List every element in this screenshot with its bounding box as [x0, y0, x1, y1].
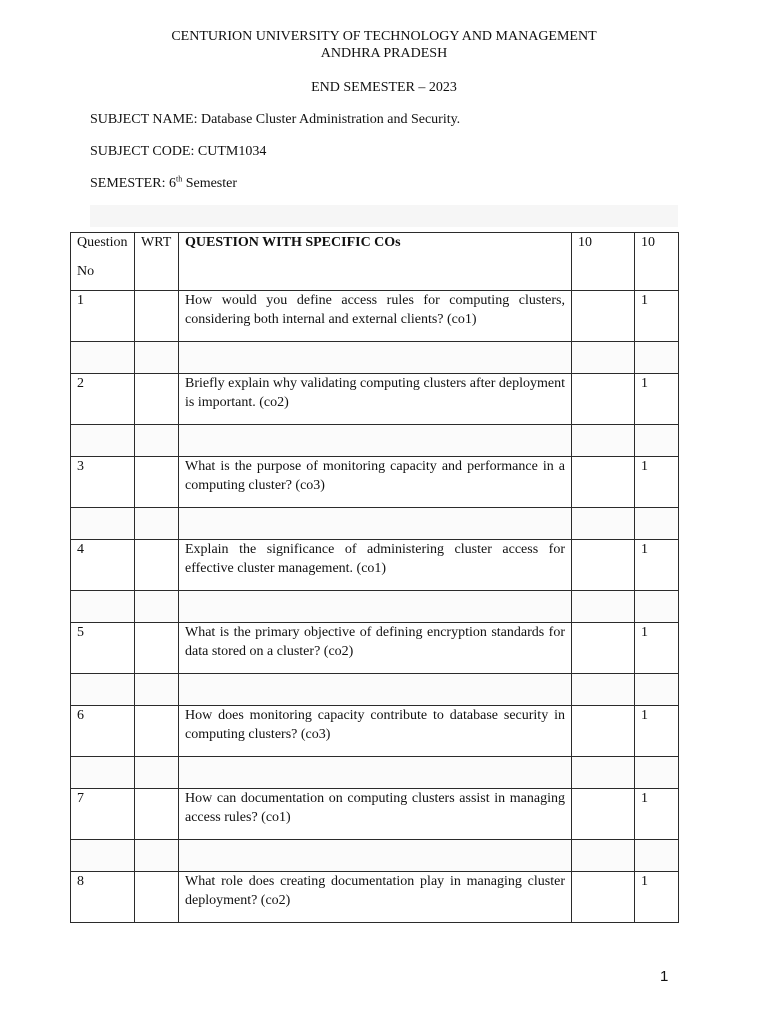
question-row	[71, 789, 679, 840]
blank-row	[71, 674, 679, 706]
wrt-cell	[135, 457, 179, 508]
blank-cell	[135, 674, 179, 706]
blank-cell	[71, 508, 135, 540]
blank-cell	[135, 840, 179, 872]
col4-cell	[572, 291, 635, 342]
blank-cell	[635, 342, 679, 374]
header-question: QUESTION WITH SPECIFIC COs	[179, 233, 572, 291]
blank-cell	[635, 840, 679, 872]
blank-row	[71, 425, 679, 457]
table-header-row	[71, 233, 679, 291]
question-table	[70, 232, 679, 923]
question-text: How does monitoring capacity contribute to database security in computing clusters? (co3)	[179, 706, 572, 757]
wrt-cell	[135, 872, 179, 923]
blank-cell	[179, 591, 572, 623]
question-marks: 1	[635, 872, 679, 923]
question-marks: 1	[635, 789, 679, 840]
blank-cell	[635, 508, 679, 540]
blank-cell	[572, 591, 635, 623]
col4-cell	[572, 540, 635, 591]
question-marks: 1	[635, 706, 679, 757]
wrt-cell	[135, 789, 179, 840]
blank-row	[71, 840, 679, 872]
question-number: 8	[71, 872, 135, 923]
blank-cell	[572, 342, 635, 374]
question-row	[71, 291, 679, 342]
blank-cell	[135, 342, 179, 374]
question-row	[71, 623, 679, 674]
wrt-cell	[135, 623, 179, 674]
question-marks: 1	[635, 540, 679, 591]
blank-cell	[635, 591, 679, 623]
blank-row	[71, 757, 679, 789]
semester-prefix: SEMESTER: 6	[90, 176, 176, 191]
semester-suffix: Semester	[182, 176, 238, 191]
question-number: 4	[71, 540, 135, 591]
subject-name: SUBJECT NAME: Database Cluster Administration and Security.	[90, 112, 461, 127]
blank-cell	[135, 508, 179, 540]
col4-cell	[572, 457, 635, 508]
blank-cell	[71, 342, 135, 374]
blank-cell	[572, 674, 635, 706]
exam-title: END SEMESTER – 2023	[311, 80, 457, 95]
col4-cell	[572, 706, 635, 757]
wrt-cell	[135, 706, 179, 757]
header-col5: 10	[635, 233, 679, 291]
header-question-no	[71, 233, 135, 291]
question-number: 1	[71, 291, 135, 342]
semester-line	[90, 176, 237, 192]
header-col4: 10	[572, 233, 635, 291]
blank-cell	[635, 674, 679, 706]
question-row	[71, 706, 679, 757]
question-text: How would you define access rules for computing clusters, considering both internal and external clients? (co1)	[179, 291, 572, 342]
question-row	[71, 540, 679, 591]
blank-cell	[179, 425, 572, 457]
blank-cell	[71, 757, 135, 789]
question-row	[71, 457, 679, 508]
blank-cell	[179, 840, 572, 872]
blank-cell	[135, 757, 179, 789]
blank-cell	[572, 757, 635, 789]
blank-cell	[179, 508, 572, 540]
col4-cell	[572, 374, 635, 425]
question-marks: 1	[635, 623, 679, 674]
question-number: 7	[71, 789, 135, 840]
blank-cell	[572, 508, 635, 540]
question-number: 2	[71, 374, 135, 425]
wrt-cell	[135, 540, 179, 591]
question-text: What is the purpose of monitoring capacity and performance in a computing cluster? (co3)	[179, 457, 572, 508]
question-number: 3	[71, 457, 135, 508]
blank-cell	[572, 425, 635, 457]
blank-cell	[635, 425, 679, 457]
university-title: CENTURION UNIVERSITY OF TECHNOLOGY AND MANAGEMENT	[171, 29, 597, 44]
blank-cell	[71, 674, 135, 706]
blank-row	[71, 591, 679, 623]
blank-cell	[135, 425, 179, 457]
question-number: 5	[71, 623, 135, 674]
blank-cell	[71, 591, 135, 623]
col4-cell	[572, 623, 635, 674]
shaded-divider	[90, 205, 678, 227]
question-text: What is the primary objective of defining encryption standards for data stored on a cluster? (co2)	[179, 623, 572, 674]
state-title: ANDHRA PRADESH	[320, 46, 448, 61]
question-number: 6	[71, 706, 135, 757]
semester-superscript: th	[175, 174, 183, 184]
header-question-no-line1: Question	[77, 235, 128, 250]
header-question-no-line2: No	[77, 263, 95, 279]
col4-cell	[572, 872, 635, 923]
header-wrt: WRT	[135, 233, 179, 291]
question-text: Briefly explain why validating computing clusters after deployment is important. (co2)	[179, 374, 572, 425]
col4-cell	[572, 789, 635, 840]
blank-row	[71, 342, 679, 374]
subject-code: SUBJECT CODE: CUTM1034	[90, 144, 267, 159]
question-marks: 1	[635, 374, 679, 425]
blank-cell	[179, 757, 572, 789]
question-marks: 1	[635, 457, 679, 508]
question-text: Explain the significance of administering cluster access for effective cluster management. (co1)	[179, 540, 572, 591]
question-row	[71, 872, 679, 923]
question-text: What role does creating documentation play in managing cluster deployment? (co2)	[179, 872, 572, 923]
question-text: How can documentation on computing clusters assist in managing access rules? (co1)	[179, 789, 572, 840]
question-marks: 1	[635, 291, 679, 342]
blank-cell	[179, 674, 572, 706]
question-row	[71, 374, 679, 425]
blank-cell	[179, 342, 572, 374]
blank-cell	[71, 425, 135, 457]
blank-cell	[71, 840, 135, 872]
blank-cell	[635, 757, 679, 789]
page-number: 1	[660, 968, 669, 985]
blank-cell	[135, 591, 179, 623]
wrt-cell	[135, 374, 179, 425]
blank-row	[71, 508, 679, 540]
wrt-cell	[135, 291, 179, 342]
blank-cell	[572, 840, 635, 872]
